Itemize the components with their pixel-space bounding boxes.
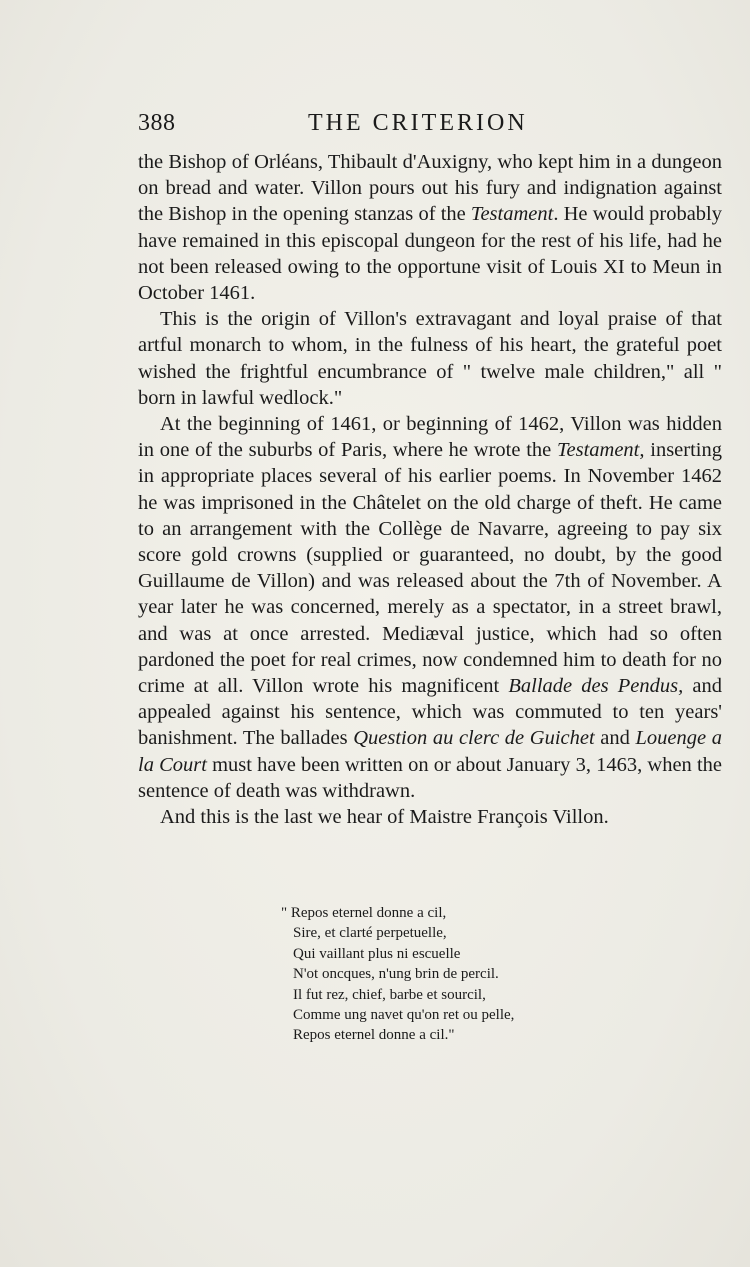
text-segment: . He would probably have remained in this episcopal dungeon for the rest of his life, had he not been released owing to the opportune visit of Louis XI to Meun in October 1461. (138, 203, 722, 305)
paragraph-1 (138, 149, 722, 306)
text-segment: and (594, 727, 636, 750)
italic-title-question: Question au clerc de Guichet (353, 727, 595, 750)
italic-title-louenge: Louenge a la Court (138, 727, 722, 776)
verse-line: Sire, et clarté perpetuelle, (293, 925, 447, 942)
paragraph-4: And this is the last we hear of Maistre François Villon. (160, 806, 609, 829)
paragraph-2: This is the origin of Villon's extravagant and loyal praise of that artful monarch to whom, in the fulness of his heart, the grateful poet wished the frightful encumbrance of " twelve male children," all " born in lawful wedlock." (138, 308, 722, 409)
paragraph-3 (138, 411, 722, 804)
verse-line: Qui vaillant plus ni escuelle (293, 945, 461, 962)
italic-title-testament: Testament (470, 203, 554, 226)
text-segment: and appealed against his sentence, which was commuted to ten years' banishment. The ballades (138, 675, 722, 750)
text-segment: the Bishop of Orléans, Thibault d'Auxigny, who kept him in a dungeon on bread and water. Villon pours out his fury and indignation against the Bishop in the opening stanzas of the (138, 151, 722, 226)
verse-line: N'ot oncques, n'ung brin de percil. (293, 966, 499, 983)
page-number: 388 (138, 110, 176, 136)
text-segment: must have been written on or about January 3, 1463, when the sentence of death was withdrawn. (138, 753, 722, 802)
verse-line: " Repos eternel donne a cil, (281, 905, 447, 921)
body-text (138, 149, 722, 830)
text-segment: At the beginning of 1461, or beginning of 1462, Villon was hidden in one of the suburbs of Paris, where he wrote the (138, 413, 722, 462)
page-header (138, 110, 722, 142)
verse-line: Comme ung navet qu'on ret ou pelle, (293, 1007, 515, 1024)
text-segment: inserting in appropriate places several of his earlier poems. In November 1462 he was imprisoned in the Châtelet on the old charge of theft. He came to an arrangement with the Collège de Navarre, agreeing to pay six score gold crowns (supplied or guaranteed, no doubt, by the good Guillaume de Villon) and was released about the 7th of November. A year later he was concerned, merely as a spectator, in a street brawl, and was at once arrested. Mediæval justice, which had so often pardoned the poet for real crimes, now condemned him to death for no crime at all. Villon wrote his magnificent (138, 439, 722, 698)
italic-title-testament: Testament, (556, 439, 645, 462)
running-title: THE CRITERION (308, 110, 528, 136)
verse-line: Il fut rez, chief, barbe et sourcil, (293, 986, 486, 1003)
italic-title-ballade-des-pendus: Ballade des Pendus, (508, 675, 684, 698)
verse-quotation (281, 903, 623, 1046)
verse-line: Repos eternel donne a cil." (293, 1027, 455, 1044)
